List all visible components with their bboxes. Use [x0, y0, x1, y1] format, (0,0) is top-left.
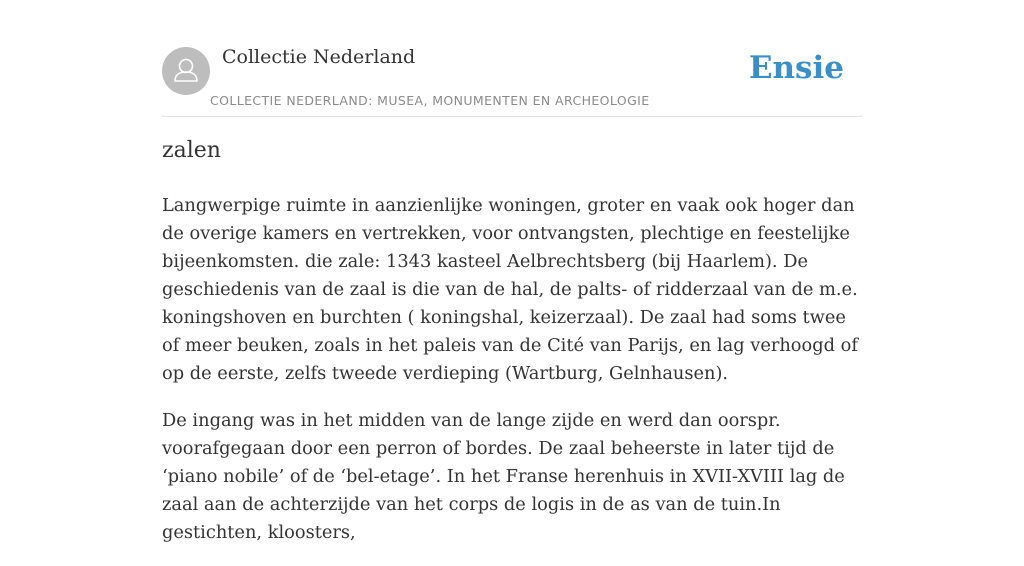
- source-link[interactable]: COLLECTIE NEDERLAND: MUSEA, MONUMENTEN EN ARCHEOLOGIE: [210, 93, 650, 108]
- header: [162, 44, 862, 117]
- article-paragraph-2: De ingang was in het midden van de lange zijde en werd dan oorspr. voorafgegaan door een perron of bordes. De zaal beheerste in later tijd de ‘piano nobile’ of de ‘bel-etage’. In het Franse herenhuis in XVII-XVIII lag de zaal aan de achterzijde van het corps de logis in de as van de tuin.In gestichten, kloosters,: [162, 410, 845, 543]
- user-outline-icon: [162, 47, 210, 95]
- ensie-logo[interactable]: Ensie: [748, 50, 844, 86]
- article-body: [162, 192, 866, 566]
- author-link[interactable]: Collectie Nederland: [222, 46, 416, 68]
- article-paragraph-1: Langwerpige ruimte in aanzienlijke woningen, groter en vaak ook hoger dan de overige kamers en vertrekken, voor ontvangsten, plechtige en feestelijke bijeenkomsten. die zale: 1343 kasteel Aelbrechtsberg (bij Haarlem). De geschiedenis van de zaal is die van de hal, de palts- of ridderzaal van de m.e. koningshoven en burchten ( koningshal, keizerzaal). De zaal had soms twee of meer beuken, zoals in het paleis van de Cité van Parijs, en lag verhoogd of op de eerste, zelfs tweede verdieping (Wartburg, Gelnhausen).: [162, 195, 858, 384]
- avatar[interactable]: [162, 47, 210, 95]
- page-title: zalen: [162, 138, 221, 163]
